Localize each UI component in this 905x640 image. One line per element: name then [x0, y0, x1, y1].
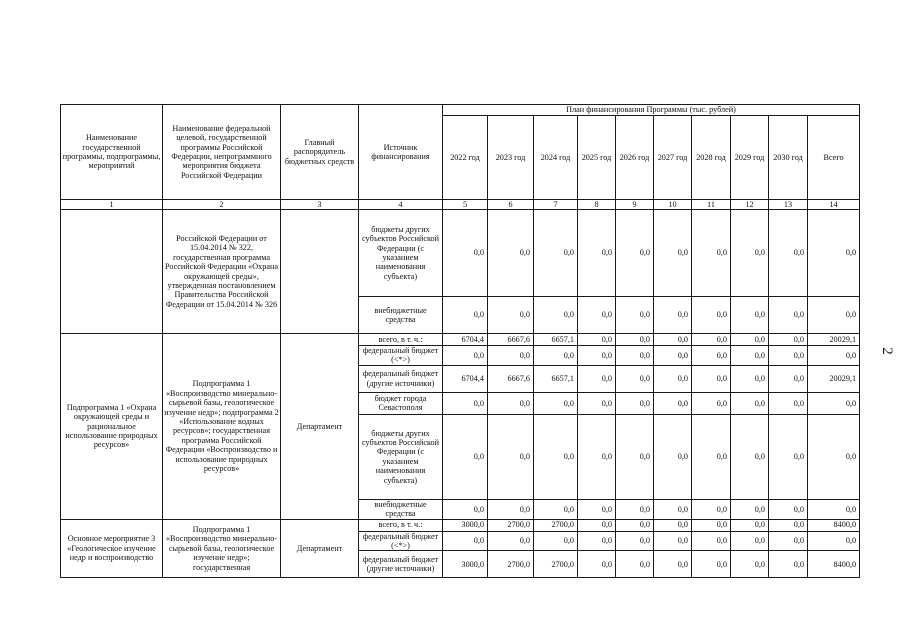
year-value-cell: 0,0 — [769, 551, 808, 578]
total-value-cell: 0,0 — [808, 346, 860, 366]
total-value-cell: 20029,1 — [808, 365, 860, 392]
year-value-cell: 0,0 — [769, 210, 808, 297]
year-value-cell: 0,0 — [488, 414, 534, 499]
year-value-cell: 0,0 — [616, 365, 654, 392]
funding-source-cell: федеральный бюджет (<*>) — [359, 346, 443, 366]
year-value-cell: 0,0 — [692, 392, 731, 414]
year-value-cell: 0,0 — [769, 346, 808, 366]
year-value-cell: 2700,0 — [488, 519, 534, 531]
funding-source-cell: федеральный бюджет (другие источники) — [359, 365, 443, 392]
header-budget-manager: Главный распорядитель бюджетных средств — [281, 105, 359, 200]
year-value-cell: 0,0 — [488, 210, 534, 297]
header-year: 2030 год — [769, 116, 808, 200]
year-value-cell: 2700,0 — [534, 519, 578, 531]
year-value-cell: 0,0 — [616, 392, 654, 414]
year-value-cell: 0,0 — [534, 531, 578, 551]
funding-source-cell: всего, в т. ч.: — [359, 334, 443, 346]
year-value-cell: 0,0 — [769, 392, 808, 414]
federal-program-cell: Подпрограмма 1 «Воспроизводство минерально-сырьевой базы, геологическое изучение недр»; подпрограмма 2 «Использование водных ресурсов»; государственная программа Российской Федерации «Воспроизводство и использование природных ресурсов» — [163, 334, 281, 520]
total-value-cell: 8400,0 — [808, 519, 860, 531]
year-value-cell: 0,0 — [578, 519, 616, 531]
year-value-cell: 0,0 — [578, 297, 616, 334]
column-number: 5 — [443, 200, 488, 210]
year-value-cell: 0,0 — [616, 414, 654, 499]
header-year: 2028 год — [692, 116, 731, 200]
program-name-cell: Подпрограмма 1 «Охрана окружающей среды и рациональное использование природных ресурсов» — [61, 334, 163, 520]
column-number: 13 — [769, 200, 808, 210]
year-value-cell: 0,0 — [443, 392, 488, 414]
column-number: 2 — [163, 200, 281, 210]
header-financing-plan: План финансирования Программы (тыс. рублей) — [443, 105, 860, 116]
header-row-1 — [61, 105, 860, 116]
year-value-cell: 0,0 — [692, 334, 731, 346]
year-value-cell: 0,0 — [616, 210, 654, 297]
year-value-cell: 0,0 — [534, 499, 578, 519]
column-number: 8 — [578, 200, 616, 210]
financing-plan-table — [60, 104, 860, 578]
column-number: 9 — [616, 200, 654, 210]
year-value-cell: 0,0 — [654, 210, 692, 297]
header-federal-program: Наименование федеральной целевой, государственной программы Российской Федерации, непрограммного мероприятия бюджета Российской Федерации — [163, 105, 281, 200]
table-row — [61, 334, 860, 346]
year-value-cell: 0,0 — [692, 531, 731, 551]
year-value-cell: 0,0 — [488, 346, 534, 366]
year-value-cell: 0,0 — [654, 334, 692, 346]
column-number: 3 — [281, 200, 359, 210]
year-value-cell: 0,0 — [654, 392, 692, 414]
column-number: 11 — [692, 200, 731, 210]
funding-source-cell: бюджеты других субъектов Российской Федерации (с указанием наименования субъекта) — [359, 210, 443, 297]
year-value-cell: 0,0 — [616, 297, 654, 334]
year-value-cell: 6704,4 — [443, 365, 488, 392]
year-value-cell: 0,0 — [534, 297, 578, 334]
header-year: 2026 год — [616, 116, 654, 200]
year-value-cell: 0,0 — [692, 519, 731, 531]
year-value-cell: 0,0 — [443, 414, 488, 499]
funding-source-cell: внебюджетные средства — [359, 499, 443, 519]
table-row — [61, 210, 860, 297]
total-value-cell: 0,0 — [808, 531, 860, 551]
year-value-cell: 0,0 — [616, 346, 654, 366]
header-year: 2024 год — [534, 116, 578, 200]
year-value-cell: 0,0 — [616, 531, 654, 551]
year-value-cell: 0,0 — [731, 519, 769, 531]
year-value-cell: 0,0 — [769, 531, 808, 551]
budget-manager-cell — [281, 210, 359, 334]
year-value-cell: 0,0 — [654, 499, 692, 519]
funding-source-cell: бюджет города Севастополя — [359, 392, 443, 414]
year-value-cell: 0,0 — [578, 551, 616, 578]
year-value-cell: 6657,1 — [534, 365, 578, 392]
column-number: 6 — [488, 200, 534, 210]
year-value-cell: 0,0 — [616, 519, 654, 531]
year-value-cell: 0,0 — [616, 551, 654, 578]
header-year: 2022 год — [443, 116, 488, 200]
funding-source-cell: федеральный бюджет (<*>) — [359, 531, 443, 551]
federal-program-cell: Российской Федерации от 15.04.2014 № 322, государственная программа Российской Федерации «Охрана окружающей среды», утвержденная постановлением Правительства Российской Федерации от 15.04.2014 № 326 — [163, 210, 281, 334]
year-value-cell: 0,0 — [769, 297, 808, 334]
year-value-cell: 0,0 — [534, 392, 578, 414]
funding-source-cell: всего, в т. ч.: — [359, 519, 443, 531]
year-value-cell: 0,0 — [731, 334, 769, 346]
column-number: 1 — [61, 200, 163, 210]
year-value-cell: 0,0 — [578, 531, 616, 551]
funding-source-cell: внебюджетные средства — [359, 297, 443, 334]
year-value-cell: 0,0 — [731, 392, 769, 414]
page-number: 2 — [879, 347, 895, 355]
year-value-cell: 0,0 — [616, 499, 654, 519]
total-value-cell: 0,0 — [808, 297, 860, 334]
year-value-cell: 0,0 — [654, 519, 692, 531]
year-value-cell: 0,0 — [443, 531, 488, 551]
column-number: 4 — [359, 200, 443, 210]
header-year: 2027 год — [654, 116, 692, 200]
year-value-cell: 0,0 — [692, 297, 731, 334]
year-value-cell: 0,0 — [534, 414, 578, 499]
total-value-cell: 0,0 — [808, 392, 860, 414]
year-value-cell: 0,0 — [654, 531, 692, 551]
column-number: 14 — [808, 200, 860, 210]
year-value-cell: 0,0 — [654, 365, 692, 392]
header-year: 2029 год — [731, 116, 769, 200]
year-value-cell: 0,0 — [692, 210, 731, 297]
year-value-cell: 0,0 — [692, 551, 731, 578]
year-value-cell: 0,0 — [769, 519, 808, 531]
program-name-cell: Основное мероприятие 3 «Геологическое изучение недр и воспроизводство — [61, 519, 163, 578]
column-number: 12 — [731, 200, 769, 210]
table-row — [61, 519, 860, 531]
column-number: 10 — [654, 200, 692, 210]
year-value-cell: 3000,0 — [443, 519, 488, 531]
year-value-cell: 0,0 — [692, 414, 731, 499]
column-number-row — [61, 200, 860, 210]
year-value-cell: 0,0 — [692, 365, 731, 392]
funding-source-cell: федеральный бюджет (другие источники) — [359, 551, 443, 578]
column-number: 7 — [534, 200, 578, 210]
year-value-cell: 0,0 — [578, 334, 616, 346]
header-program-name: Наименование государственной программы, подпрограммы, мероприятий — [61, 105, 163, 200]
year-value-cell: 0,0 — [616, 334, 654, 346]
year-value-cell: 0,0 — [534, 210, 578, 297]
year-value-cell: 0,0 — [578, 392, 616, 414]
year-value-cell: 0,0 — [769, 334, 808, 346]
year-value-cell: 0,0 — [769, 414, 808, 499]
total-value-cell: 0,0 — [808, 499, 860, 519]
year-value-cell: 0,0 — [443, 297, 488, 334]
year-value-cell: 0,0 — [578, 210, 616, 297]
header-total: Всего — [808, 116, 860, 200]
year-value-cell: 3000,0 — [443, 551, 488, 578]
total-value-cell: 0,0 — [808, 210, 860, 297]
year-value-cell: 0,0 — [692, 499, 731, 519]
year-value-cell: 0,0 — [488, 297, 534, 334]
year-value-cell: 0,0 — [654, 346, 692, 366]
year-value-cell: 0,0 — [731, 365, 769, 392]
year-value-cell: 0,0 — [534, 346, 578, 366]
year-value-cell: 0,0 — [488, 499, 534, 519]
year-value-cell: 0,0 — [443, 499, 488, 519]
year-value-cell: 0,0 — [731, 414, 769, 499]
year-value-cell: 0,0 — [731, 297, 769, 334]
year-value-cell: 2700,0 — [488, 551, 534, 578]
year-value-cell: 2700,0 — [534, 551, 578, 578]
year-value-cell: 6667,6 — [488, 334, 534, 346]
budget-manager-cell: Департамент — [281, 334, 359, 520]
year-value-cell: 0,0 — [731, 346, 769, 366]
year-value-cell: 0,0 — [692, 346, 731, 366]
year-value-cell: 0,0 — [731, 531, 769, 551]
year-value-cell: 6667,6 — [488, 365, 534, 392]
federal-program-cell: Подпрограмма 1 «Воспроизводство минерально-сырьевой базы, геологическое изучение недр»; государственная — [163, 519, 281, 578]
year-value-cell: 6704,4 — [443, 334, 488, 346]
program-name-cell — [61, 210, 163, 334]
year-value-cell: 0,0 — [731, 551, 769, 578]
year-value-cell: 0,0 — [769, 365, 808, 392]
year-value-cell: 0,0 — [578, 365, 616, 392]
header-year: 2023 год — [488, 116, 534, 200]
header-year: 2025 год — [578, 116, 616, 200]
year-value-cell: 0,0 — [578, 499, 616, 519]
total-value-cell: 0,0 — [808, 414, 860, 499]
year-value-cell: 0,0 — [654, 297, 692, 334]
year-value-cell: 0,0 — [443, 210, 488, 297]
year-value-cell: 0,0 — [443, 346, 488, 366]
year-value-cell: 0,0 — [654, 551, 692, 578]
year-value-cell: 6657,1 — [534, 334, 578, 346]
year-value-cell: 0,0 — [488, 392, 534, 414]
funding-source-cell: бюджеты других субъектов Российской Федерации (с указанием наименования субъекта) — [359, 414, 443, 499]
total-value-cell: 8400,0 — [808, 551, 860, 578]
year-value-cell: 0,0 — [731, 210, 769, 297]
total-value-cell: 20029,1 — [808, 334, 860, 346]
year-value-cell: 0,0 — [769, 499, 808, 519]
year-value-cell: 0,0 — [578, 346, 616, 366]
year-value-cell: 0,0 — [654, 414, 692, 499]
year-value-cell: 0,0 — [731, 499, 769, 519]
budget-manager-cell: Департамент — [281, 519, 359, 578]
year-value-cell: 0,0 — [488, 531, 534, 551]
year-value-cell: 0,0 — [578, 414, 616, 499]
header-funding-source: Источник финансирования — [359, 105, 443, 200]
